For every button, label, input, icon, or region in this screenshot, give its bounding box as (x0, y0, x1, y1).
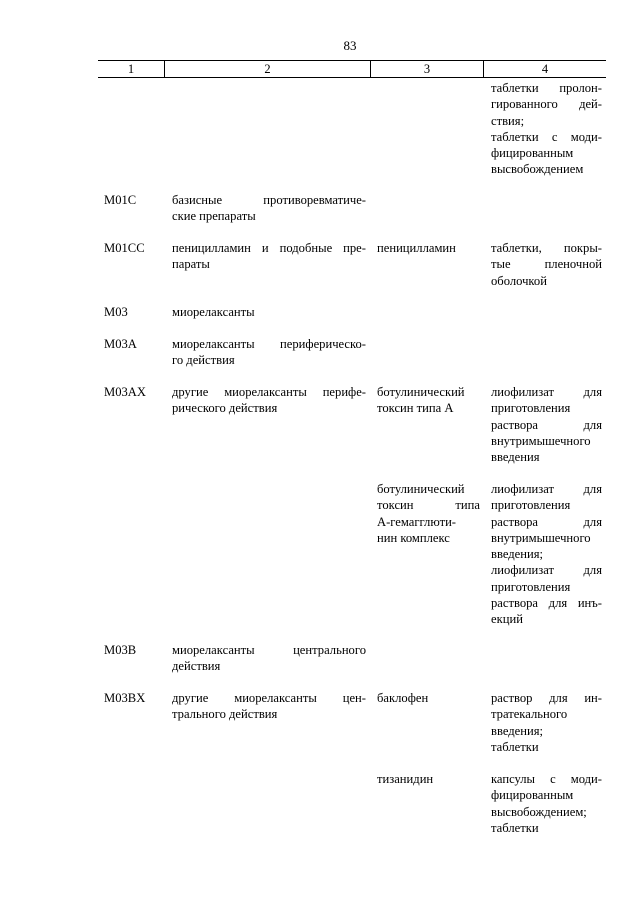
drug-name-cell (377, 384, 480, 417)
form-line: приготовления (491, 579, 571, 594)
atc-code: M03B (104, 643, 137, 657)
group-line: действия (172, 659, 221, 674)
form-line: таблетки с моди- (491, 129, 602, 144)
form-line: таблетки (491, 739, 539, 754)
form-line: раствора для (491, 417, 602, 432)
atc-code: M01CC (104, 241, 145, 255)
group-line: миорелаксанты центрального (172, 643, 366, 657)
drug-name-cell (377, 771, 480, 787)
group-line: базисные противоревматиче- (172, 193, 366, 207)
group-name-cell (172, 690, 366, 723)
group-line: пеницилламин и подобные пре- (172, 241, 366, 255)
drug-line: ботулинический (377, 482, 465, 496)
atc-code: M03 (104, 305, 128, 319)
drug-line: А-гемагглюти- (377, 514, 457, 529)
form-line: приготовления (491, 401, 571, 416)
group-line: другие миорелаксанты перифе- (172, 385, 366, 399)
form-line: раствор для ин- (491, 691, 602, 705)
group-line: миорелаксанты (172, 305, 255, 319)
dosage-form-cell (491, 384, 602, 465)
table-header (98, 60, 606, 78)
form-line: ствия; (491, 113, 525, 128)
group-line: миорелаксанты периферическо- (172, 337, 366, 351)
form-line: лиофилизат для (491, 563, 602, 578)
form-line: введения; (491, 547, 544, 562)
dosage-form-cell (491, 690, 602, 755)
form-line: таблетки, покры- (491, 241, 602, 255)
form-line: капсулы с моди- (491, 772, 602, 786)
header-col-2: 2 (264, 62, 271, 76)
atc-code: M03BX (104, 691, 146, 705)
group-line: ские препараты (172, 209, 256, 224)
group-line: го действия (172, 353, 235, 368)
group-line: другие миорелаксанты цен- (172, 691, 366, 705)
drug-line: пеницилламин (377, 241, 456, 255)
form-line: приготовления (491, 498, 571, 513)
form-line: высвобождением (491, 162, 584, 177)
group-name-cell (172, 304, 366, 320)
atc-code: M03AX (104, 385, 146, 399)
dosage-form-cell (491, 481, 602, 628)
atc-code: M03A (104, 337, 137, 351)
page-number: 83 (343, 38, 357, 53)
form-line: оболочкой (491, 273, 547, 288)
form-line: фицированным (491, 146, 574, 161)
group-line: трального действия (172, 707, 278, 722)
form-line: таблетки (491, 820, 539, 835)
drug-line: тизанидин (377, 772, 434, 786)
form-line: введения; (491, 723, 544, 738)
dosage-form-cell (491, 240, 602, 289)
form-line: екций (491, 612, 523, 627)
form-line: высвобождением; (491, 804, 587, 819)
drug-name-cell (377, 240, 480, 256)
drug-line: токсин типа А (377, 401, 454, 416)
header-col-1: 1 (127, 62, 135, 76)
group-name-cell (172, 240, 366, 273)
drug-line: нин комплекс (377, 530, 450, 545)
group-line: параты (172, 257, 210, 272)
form-line: фицированным (491, 788, 574, 803)
form-line: лиофилизат для (491, 482, 602, 496)
form-line: раствора для (491, 514, 602, 529)
form-line: внутримышечного (491, 433, 591, 448)
group-name-cell (172, 192, 366, 225)
dosage-form-cell (491, 80, 602, 178)
group-line: рического действия (172, 401, 278, 416)
form-line: тые пленочной (491, 257, 602, 272)
drug-line: токсин типа (377, 498, 480, 513)
form-line: тратекального (491, 707, 568, 722)
drug-line: ботулинический (377, 385, 465, 399)
group-name-cell (172, 642, 366, 675)
dosage-form-cell (491, 771, 602, 836)
header-col-3: 3 (423, 62, 431, 76)
group-name-cell (172, 384, 366, 417)
form-line: внутримышечного (491, 530, 591, 545)
form-line: лиофилизат для (491, 385, 602, 399)
form-line: гированного дей- (491, 97, 602, 112)
group-name-cell (172, 336, 366, 369)
header-col-4: 4 (541, 62, 549, 76)
atc-code: M01C (104, 193, 137, 207)
form-line: введения (491, 450, 540, 465)
form-line: раствора для инъ- (491, 596, 602, 611)
drug-name-cell (377, 690, 480, 706)
form-line: таблетки пролон- (491, 81, 602, 95)
drug-name-cell (377, 481, 480, 546)
drug-line: баклофен (377, 691, 429, 705)
